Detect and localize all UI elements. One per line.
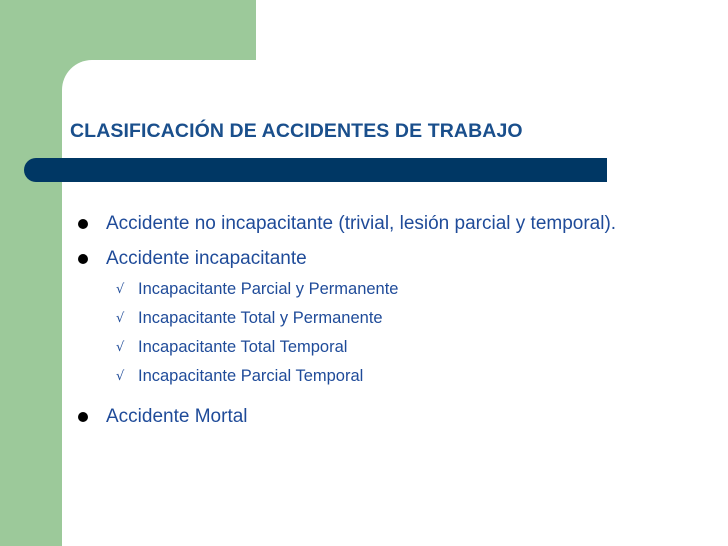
sub-list-item xyxy=(106,362,666,391)
check-icon: √ xyxy=(116,369,125,384)
list-item xyxy=(76,403,666,431)
sub-item-text: Incapacitante Parcial Temporal xyxy=(138,367,364,385)
sub-item-text: Incapacitante Parcial y Permanente xyxy=(138,280,399,298)
bullet-text: Accidente incapacitante xyxy=(106,248,307,269)
sub-item-text: Incapacitante Total Temporal xyxy=(138,338,348,356)
sub-list xyxy=(106,275,666,391)
bullet-dot-icon xyxy=(78,412,88,422)
bullet-text: Accidente no incapacitante (trivial, lesión parcial y temporal). xyxy=(106,213,617,234)
list-item xyxy=(76,245,666,391)
title-underline-bar xyxy=(24,158,607,182)
bullet-dot-icon xyxy=(78,254,88,264)
slide-title: CLASIFICACIÓN DE ACCIDENTES DE TRABAJO xyxy=(70,120,523,142)
bullet-text: Accidente Mortal xyxy=(106,406,248,427)
check-icon: √ xyxy=(116,340,125,355)
sub-list-item xyxy=(106,275,666,304)
check-icon: √ xyxy=(116,311,125,326)
list-item xyxy=(76,210,666,238)
bullet-list xyxy=(76,210,666,431)
check-icon: √ xyxy=(116,282,125,297)
sub-list-item xyxy=(106,333,666,362)
sub-list-item xyxy=(106,304,666,333)
bullet-dot-icon xyxy=(78,219,88,229)
sub-item-text: Incapacitante Total y Permanente xyxy=(138,309,383,327)
